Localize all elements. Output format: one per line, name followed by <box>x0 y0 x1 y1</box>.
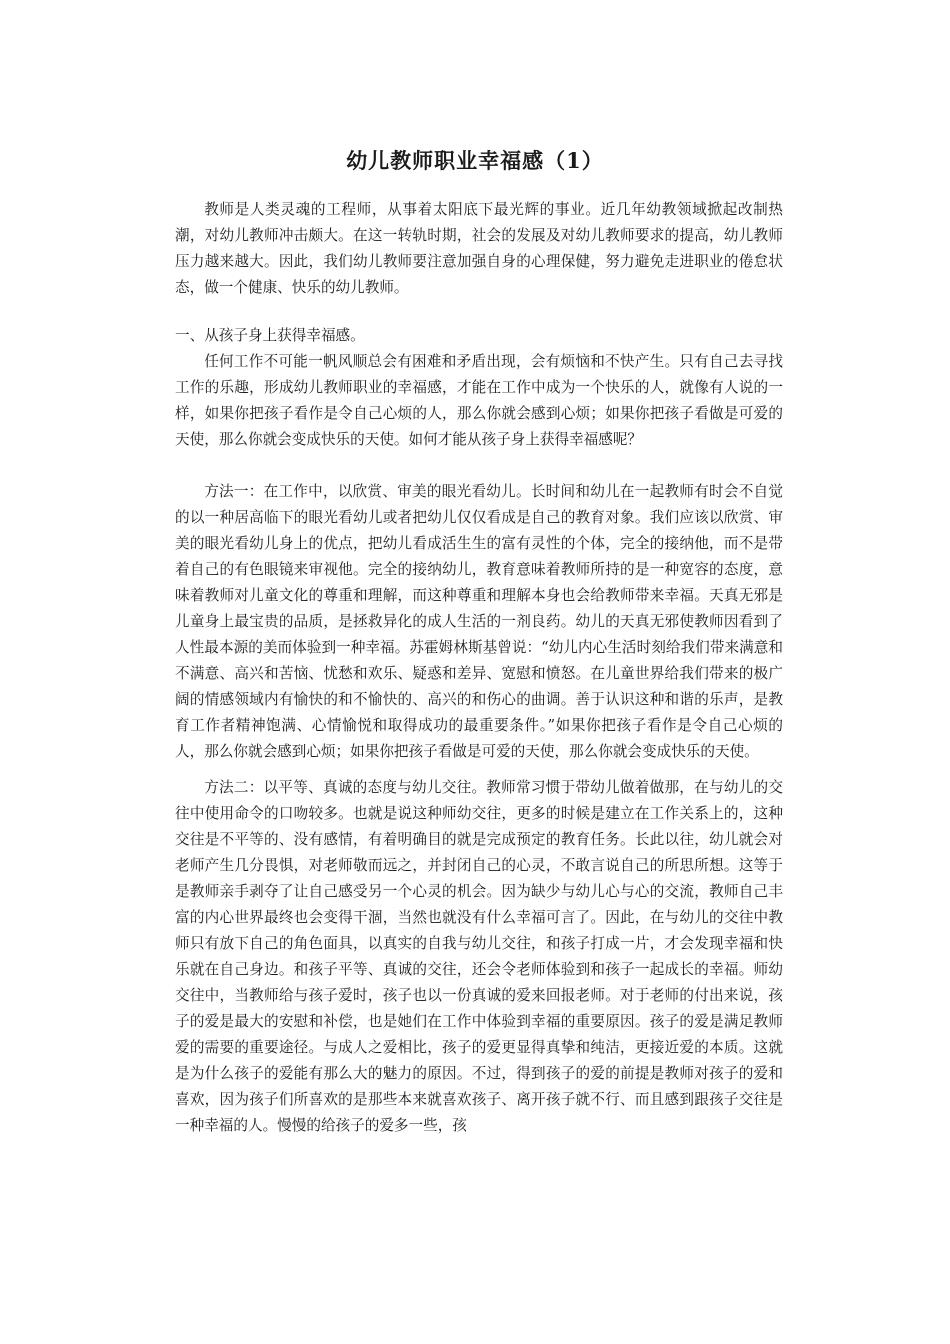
spacer <box>175 301 783 323</box>
spacer <box>175 453 783 479</box>
method-two-paragraph: 方法二：以平等、真诚的态度与幼儿交往。教师常习惯于带幼儿做着做那，在与幼儿的交往中使用命令的口吻较多。也就是说这种师幼交往，更多的时候是建立在工作关系上的，这种交往是不平等的、没有感情，有着明确目的就是完成预定的教育任务。长此以往，幼儿就会对老师产生几分畏惧，对老师敬而远之，并封闭自己的心灵，不敢言说自己的所思所想。这等于是教师亲手剥夺了让自己感受另一个心灵的机会。因为缺少与幼儿心与心的交流，教师自己丰富的内心世界最终也会变得干涸，当然也就没有什么幸福可言了。因此，在与幼儿的交往中教师只有放下自己的角色面具，以真实的自我与幼儿交往，和孩子打成一片，才会发现幸福和快乐就在自己身边。和孩子平等、真诚的交往，还会令老师体验到和孩子一起成长的幸福。师幼交往中，当教师给与孩子爱时，孩子也以一份真诚的爱来回报老师。对于老师的付出来说，孩子的爱是最大的安慰和补偿，也是她们在工作中体验到幸福的重要原因。孩子的爱是满足教师爱的需要的重要途径。与成人之爱相比，孩子的爱更显得真挚和纯洁，更接近爱的本质。这就是为什么孩子的爱能有那么大的魅力的原因。不过，得到孩子的爱的前提是教师对孩子的爱和喜欢，因为孩子们所喜欢的是那些本来就喜欢孩子、离开孩子就不行、而且感到跟孩子交往是一种幸福的人。慢慢的给孩子的爱多一些，孩 <box>175 779 783 1134</box>
document-title: 幼儿教师职业幸福感（1） <box>346 148 604 173</box>
section-paragraph: 任何工作不可能一帆风顺总会有困难和矛盾出现，会有烦恼和不快产生。只有自己去寻找工作的乐趣，形成幼儿教师职业的幸福感，才能在工作中成为一个快乐的人，就像有人说的一样，如果你把孩子看作是令自己心烦的人，那么你就会感到心烦；如果你把孩子看做是可爱的天使，那么你就会变成快乐的天使。如何才能从孩子身上获得幸福感呢？ <box>175 353 783 448</box>
spacer <box>175 765 783 775</box>
method-one-paragraph: 方法一：在工作中，以欣赏、审美的眼光看幼儿。长时间和幼儿在一起教师有时会不自觉的以一种居高临下的眼光看幼儿或者把幼儿仅仅看成是自己的教育对象。我们应该以欣赏、审美的眼光看幼儿身上的优点，把幼儿看成活生生的富有灵性的个体，完全的接纳他，而不是带着自己的有色眼镜来审视他。完全的接纳幼儿，教育意味着教师所持的是一种宽容的态度，意味着教师对儿童文化的尊重和理解，而这种尊重和理解本身也会给教师带来幸福。天真无邪是儿童身上最宝贵的品质，是拯救异化的成人生活的一剂良药。幼儿的天真无邪使教师因看到了人性最本源的美而体验到一种幸福。苏霍姆林斯基曾说：“幼儿内心生活时刻给我们带来满意和不满意、高兴和苦恼、忧愁和欢乐、疑惑和差异、宽慰和愤怒。在儿童世界给我们带来的极广阔的情感领域内有愉快的和不愉快的、高兴的和伤心的曲调。善于认识这种和谐的乐声，是教育工作者精神饱满、心情愉悦和取得成功的最重要条件。”如果你把孩子看作是令自己心烦的人，那么你就会感到心烦；如果你把孩子看做是可爱的天使，那么你就会变成快乐的天使。 <box>175 483 783 760</box>
document-body <box>175 197 783 1139</box>
section-heading: 一、从孩子身上获得幸福感。 <box>175 327 365 344</box>
intro-paragraph: 教师是人类灵魂的工程师，从事着太阳底下最光辉的事业。近几年幼教领域掀起改制热潮，对幼儿教师冲击颇大。在这一转轨时期，社会的发展及对幼儿教师要求的提高，幼儿教师压力越来越大。因此，我们幼儿教师要注意加强自身的心理保健，努力避免走进职业的倦怠状态，做一个健康、快乐的幼儿教师。 <box>175 201 783 296</box>
